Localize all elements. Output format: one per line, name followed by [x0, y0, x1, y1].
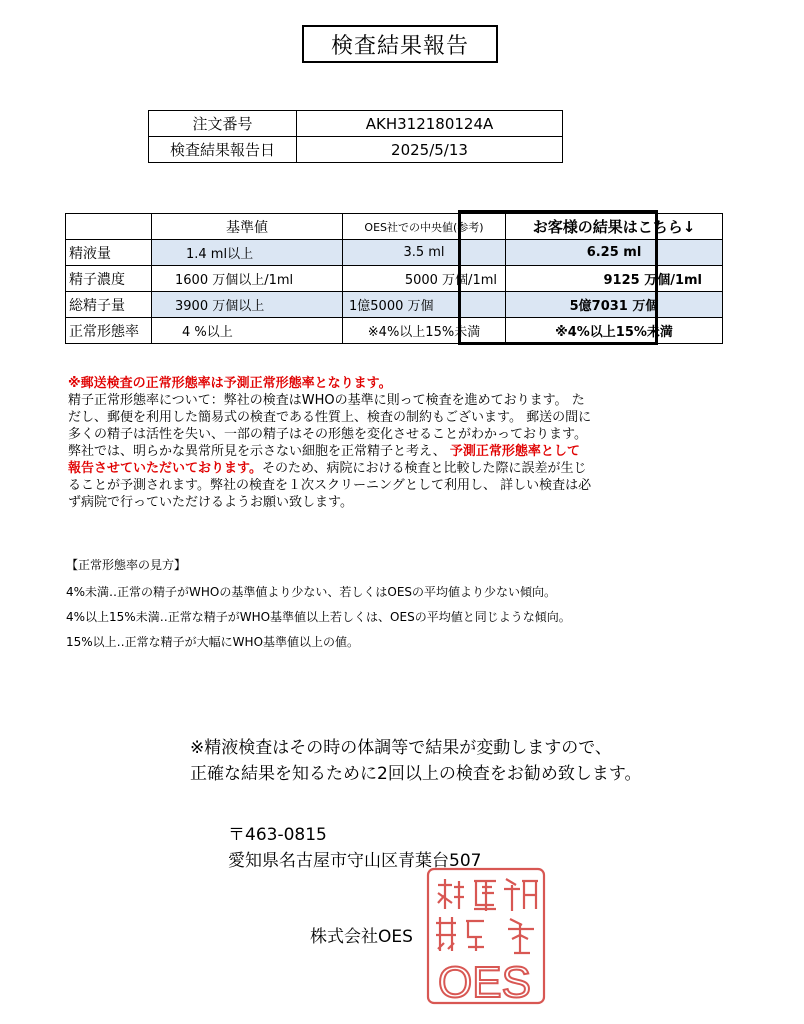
explanation-heading: ※郵送検査の正常形態率は予測正常形態率となります。: [68, 376, 392, 391]
row-standard: 4 %以上: [152, 318, 343, 344]
table-row: [66, 292, 723, 318]
results-header-row: [66, 214, 723, 240]
row-standard: 1.4 ml以上: [152, 240, 343, 266]
row-item: 精子濃度: [66, 266, 152, 292]
row-standard: 1600 万個以上/1ml: [152, 266, 343, 292]
row-result: 9125 万個/1ml: [506, 266, 723, 292]
explanation-line: ることが予測されます。弊社の検査を１次スクリーニングとして利用し、 詳しい検査は必: [68, 478, 592, 493]
table-row: [66, 266, 723, 292]
seal-text: OES: [438, 958, 531, 1007]
report-date-label: 検査結果報告日: [149, 137, 297, 163]
seal-glyphs: [436, 879, 538, 953]
row-item: 精液量: [66, 240, 152, 266]
explanation-emphasis: 報告させていただいております。: [68, 461, 262, 476]
results-table: [65, 213, 723, 344]
row-result: ※4%以上15%未満: [506, 318, 723, 344]
company-seal-stamp: [424, 863, 548, 1009]
row-item: 正常形態率: [66, 318, 152, 344]
table-row: [66, 318, 723, 344]
report-date-row: [149, 137, 563, 163]
row-item: 総精子量: [66, 292, 152, 318]
report-title: 検査結果報告: [302, 25, 498, 63]
row-median: 1億5000 万個: [343, 292, 506, 318]
order-number-label: 注文番号: [149, 111, 297, 137]
explanation-line: だし、郵便を利用した簡易式の検査である性質上、検査の制約もございます。 郵送の間に: [68, 410, 592, 425]
explanation-text: そのため、病院における検査と比較した際に誤差が生じ: [261, 461, 587, 476]
order-number-row: [149, 111, 563, 137]
explanation-line: 精子正常形態率について：弊社の検査はWHOの基準に則って検査を進めております。 た: [68, 393, 585, 408]
explanation-line: [68, 460, 648, 477]
explanation-line: ず病院で行っていただけるようお願い致します。: [68, 495, 353, 510]
guide-item: 4%未満‥正常の精子がWHOの基準値より少ない、若しくはOESの平均値より少ない傾向。: [66, 585, 557, 599]
explanation-text: 弊社では、明らかな異常所見を示さない細胞を正常精子と考え、: [68, 444, 450, 459]
retest-note-line: ※精液検査はその時の体調等で結果が変動しますので、: [190, 738, 612, 758]
guide-item: 4%以上15%未満‥正常な精子がWHO基準値以上若しくは、OESの平均値と同じような傾向。: [66, 610, 571, 624]
row-median: ※4%以上15%未満: [343, 318, 506, 344]
company-name: 株式会社OES: [310, 927, 413, 947]
postal-code: 〒463-0815: [228, 825, 327, 845]
row-result: 5億7031 万個: [506, 292, 723, 318]
row-standard: 3900 万個以上: [152, 292, 343, 318]
order-number-value: AKH312180124A: [297, 111, 563, 137]
header-customer-result: お客様の結果はこちら↓: [506, 214, 723, 240]
explanation-line: [68, 443, 648, 460]
row-median: 5000 万個/1ml: [343, 266, 506, 292]
row-result: 6.25 ml: [506, 240, 723, 266]
retest-note: [190, 735, 641, 787]
table-row: [66, 240, 723, 266]
explanation-block: [68, 375, 648, 511]
header-median: OES社での中央値(参考): [343, 214, 506, 240]
report-date-value: 2025/5/13: [297, 137, 563, 163]
street-address: 愛知県名古屋市守山区青葉台507: [228, 851, 482, 871]
order-info-table: [148, 110, 563, 163]
header-standard: 基準値: [152, 214, 343, 240]
row-median: 3.5 ml: [343, 240, 506, 266]
guide-heading: 【正常形態率の見方】: [66, 558, 187, 572]
explanation-line: 多くの精子は活性を失い、一部の精子はその形態を変化させることがわかっております。: [68, 427, 587, 442]
guide-item: 15%以上‥正常な精子が大幅にWHO基準値以上の値。: [66, 635, 360, 649]
explanation-emphasis: 予測正常形態率として: [449, 444, 580, 459]
retest-note-line: 正確な結果を知るために2回以上の検査をお勧め致します。: [190, 764, 642, 784]
header-empty: [66, 214, 152, 240]
